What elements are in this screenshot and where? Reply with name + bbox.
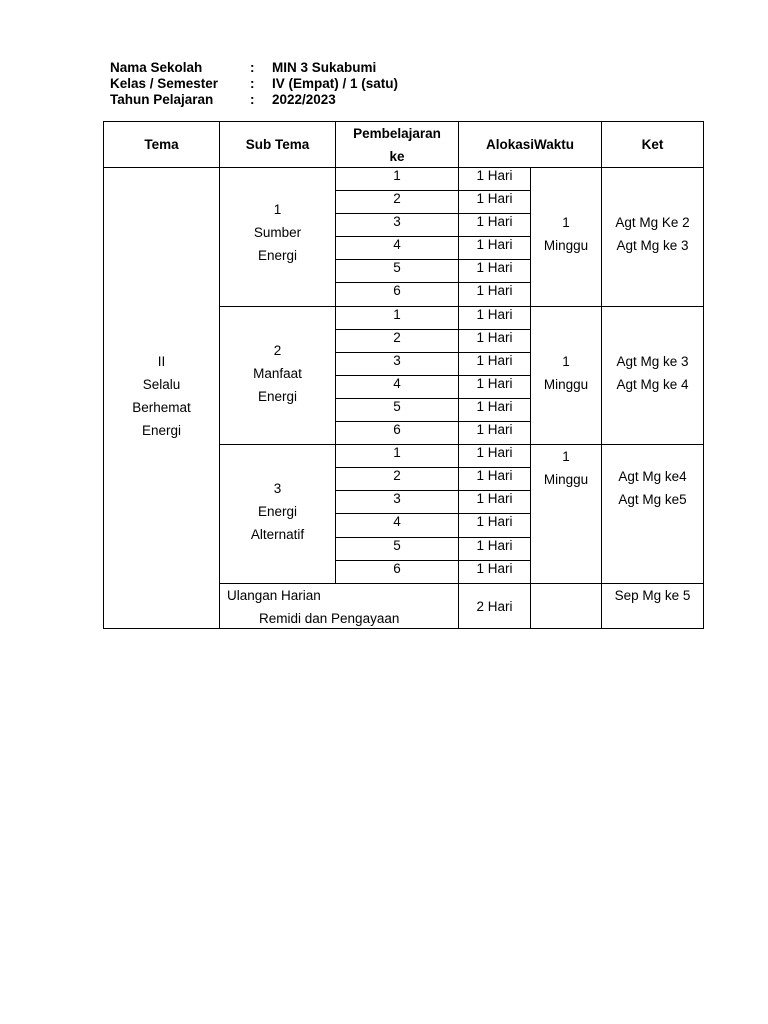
- tema-line2: Selalu: [142, 377, 181, 392]
- sub-tema-3-line1: Energi: [257, 504, 298, 519]
- year-value: 2022/2023: [272, 92, 336, 107]
- ket-3-text: [602, 465, 703, 511]
- ket-2-line2: Agt Mg ke 4: [616, 377, 689, 392]
- tema-line3: Berhemat: [132, 400, 191, 415]
- final-minggu-cell: [531, 584, 602, 628]
- document-header: [110, 60, 398, 108]
- sub-tema-1-cell: [220, 168, 336, 307]
- hari-3-3: 1 Hari: [459, 491, 531, 514]
- year-colon: :: [250, 92, 255, 107]
- header-tema: Tema: [104, 122, 220, 168]
- class-value: IV (Empat) / 1 (satu): [272, 76, 399, 91]
- school-colon: :: [250, 60, 255, 75]
- sub-tema-2-cell: [220, 307, 336, 445]
- hari-1-5: 1 Hari: [459, 260, 531, 283]
- lesson-1-1: 1: [336, 168, 459, 191]
- header-ket: Ket: [602, 122, 703, 168]
- sub-tema-2-line1: Manfaat: [253, 366, 302, 381]
- sub-tema-2-text: [220, 339, 335, 408]
- minggu-1-cell: [531, 168, 602, 307]
- school-label: Nama Sekolah: [110, 60, 203, 75]
- lesson-1-3: 3: [336, 214, 459, 237]
- ket-3-line2: Agt Mg ke5: [618, 492, 687, 507]
- header-sub-tema: Sub Tema: [220, 122, 336, 168]
- sub-tema-2-line2: Energi: [257, 389, 298, 404]
- hari-1-6: 1 Hari: [459, 283, 531, 307]
- final-hari: 2 Hari: [459, 584, 531, 628]
- header-row-year: [110, 92, 398, 108]
- lesson-1-5: 5: [336, 260, 459, 283]
- ket-2-cell: [602, 307, 703, 445]
- hari-1-2: 1 Hari: [459, 191, 531, 214]
- ket-3-cell: [602, 445, 703, 584]
- sub-tema-2-number: 2: [273, 343, 282, 358]
- hari-1-4: 1 Hari: [459, 237, 531, 260]
- lesson-3-5: 5: [336, 538, 459, 561]
- sub-tema-1-line1: Sumber: [253, 225, 302, 240]
- header-alokasi: AlokasiWaktu: [459, 122, 602, 168]
- hari-3-1: 1 Hari: [459, 445, 531, 468]
- tema-cell: [104, 168, 220, 628]
- sub-tema-1-number: 1: [273, 202, 282, 217]
- minggu-2-label: Minggu: [543, 377, 589, 392]
- school-value: MIN 3 Sukabumi: [272, 60, 377, 75]
- header-pembelajaran-text: [336, 122, 458, 168]
- minggu-3-number: 1: [562, 449, 570, 464]
- hari-3-5: 1 Hari: [459, 538, 531, 561]
- tema-line1: II: [157, 354, 166, 369]
- final-ket: Sep Mg ke 5: [614, 588, 691, 603]
- minggu-2-cell: [531, 307, 602, 445]
- hari-2-5: 1 Hari: [459, 399, 531, 422]
- minggu-3-label: Minggu: [543, 472, 589, 487]
- hari-2-1: 1 Hari: [459, 307, 531, 330]
- sub-tema-3-number: 3: [273, 481, 282, 496]
- ket-2-line1: Agt Mg ke 3: [616, 354, 689, 369]
- year-label: Tahun Pelajaran: [110, 92, 214, 107]
- final-activity-cell: [220, 584, 459, 628]
- class-colon: :: [250, 76, 255, 91]
- hari-2-3: 1 Hari: [459, 353, 531, 376]
- minggu-2-number: 1: [562, 354, 570, 369]
- sub-tema-1-line2: Energi: [257, 248, 298, 263]
- lesson-2-1: 1: [336, 307, 459, 330]
- hari-1-3: 1 Hari: [459, 214, 531, 237]
- final-line1: Ulangan Harian: [227, 588, 321, 603]
- minggu-3-text: [531, 445, 601, 491]
- hari-2-6: 1 Hari: [459, 422, 531, 445]
- ket-1-cell: [602, 168, 703, 307]
- minggu-1-label: Minggu: [543, 238, 589, 253]
- minggu-1-text: [531, 211, 601, 257]
- minggu-1-number: 1: [562, 215, 570, 230]
- lesson-3-6: 6: [336, 561, 459, 584]
- hari-2-2: 1 Hari: [459, 330, 531, 353]
- minggu-2-text: [531, 350, 601, 396]
- ket-1-line2: Agt Mg ke 3: [616, 238, 689, 253]
- lesson-2-4: 4: [336, 376, 459, 399]
- sub-tema-3-cell: [220, 445, 336, 584]
- hari-2-4: 1 Hari: [459, 376, 531, 399]
- header-pembelajaran: [336, 122, 459, 168]
- sub-tema-3-text: [220, 477, 335, 546]
- lesson-1-6: 6: [336, 283, 459, 307]
- lesson-1-2: 2: [336, 191, 459, 214]
- lesson-3-1: 1: [336, 445, 459, 468]
- minggu-3-cell: [531, 445, 602, 584]
- header-row-class: [110, 76, 398, 92]
- final-line2: Remidi dan Pengayaan: [259, 611, 400, 626]
- lesson-3-3: 3: [336, 491, 459, 514]
- class-label: Kelas / Semester: [110, 76, 219, 91]
- hari-3-2: 1 Hari: [459, 468, 531, 491]
- lesson-2-3: 3: [336, 353, 459, 376]
- ket-1-line1: Agt Mg Ke 2: [615, 215, 690, 230]
- ket-3-line1: Agt Mg ke4: [618, 469, 687, 484]
- schedule-table: [103, 121, 704, 629]
- lesson-2-6: 6: [336, 422, 459, 445]
- lesson-3-4: 4: [336, 514, 459, 538]
- ket-1-text: [602, 211, 703, 257]
- header-pembelajaran-line1: Pembelajaran: [353, 126, 441, 141]
- lesson-3-2: 2: [336, 468, 459, 491]
- lesson-1-4: 4: [336, 237, 459, 260]
- tema-text: [104, 350, 219, 442]
- sub-tema-3-line2: Alternatif: [250, 527, 305, 542]
- lesson-2-5: 5: [336, 399, 459, 422]
- hari-3-4: 1 Hari: [459, 514, 531, 538]
- hari-1-1: 1 Hari: [459, 168, 531, 191]
- header-pembelajaran-line2: ke: [389, 149, 405, 164]
- header-row-school: [110, 60, 398, 76]
- hari-3-6: 1 Hari: [459, 561, 531, 584]
- sub-tema-1-text: [220, 198, 335, 267]
- lesson-2-2: 2: [336, 330, 459, 353]
- ket-2-text: [602, 350, 703, 396]
- tema-line4: Energi: [141, 423, 182, 438]
